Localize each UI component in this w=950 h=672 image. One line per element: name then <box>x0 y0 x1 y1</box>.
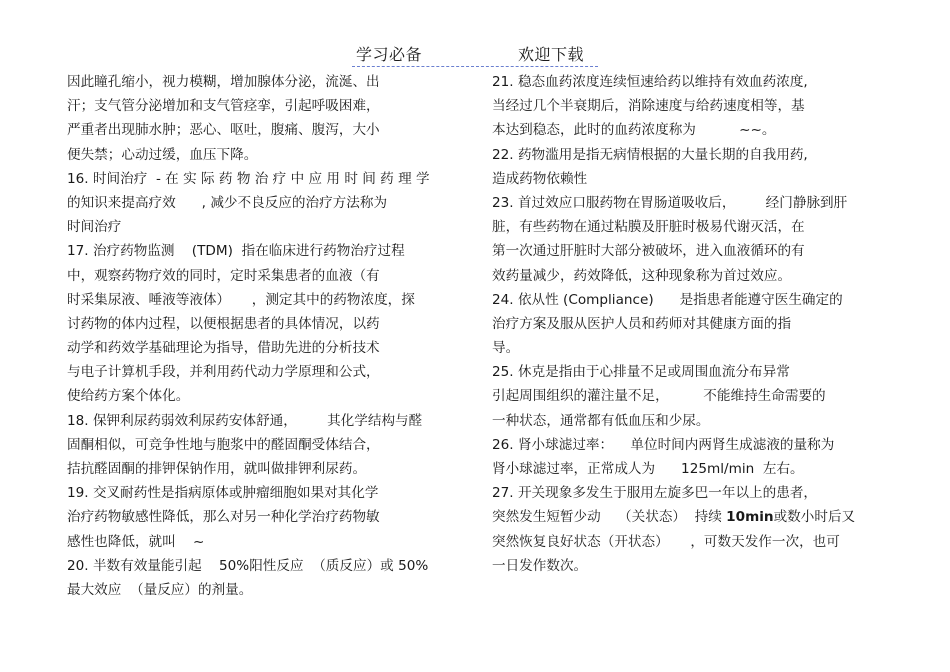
header-right-text: 欢迎下载 <box>518 45 585 64</box>
text-line: 18. 保钾利尿药弱效利尿药安体舒通， 其化学结构与醛 <box>67 412 423 429</box>
text-line: 19. 交叉耐药性是指病原体或肿瘤细胞如果对其化学 <box>67 485 379 502</box>
right-column <box>492 70 882 578</box>
text-line: 严重者出现肺水肿；恶心、呕吐，腹痛、腹泻，大小 <box>67 122 380 139</box>
text-line: 27. 开关现象多发生于服用左旋多巴一年以上的患者， <box>492 485 818 502</box>
page-header <box>352 42 598 67</box>
text-line: 21. 稳态血药浓度连续恒速给药以维持有效血药浓度, <box>492 74 808 90</box>
text-line: 16. 时间治疗 - 在 实 际 药 物 治 疗 中 应 用 时 间 药 理 学 <box>67 170 430 187</box>
text-line: 一日发作数次。 <box>492 557 588 574</box>
text-line: 突然恢复良好状态（开状态） ，可数天发作一次，也可 <box>492 533 840 550</box>
text-line: 感性也降低，就叫 ~ <box>67 533 205 550</box>
text-line: 汗；支气管分泌增加和支气管痉挛，引起呼吸困难， <box>67 98 380 115</box>
text-line: 治疗方案及服从医护人员和药师对其健康方面的指 <box>492 315 792 332</box>
text-line: 导。 <box>492 340 520 357</box>
text-line: 引起周围组织的灌注量不足， 不能维持生命需要的 <box>492 388 826 405</box>
text-line: 讨药物的体内过程，以便根据患者的具体情况，以药 <box>67 315 380 332</box>
text-line: 24. 依从性 (Compliance) 是指患者能遵守医生确定的 <box>492 291 843 308</box>
text-line: 时采集尿液、唾液等液体） ，测定其中的药物浓度，探 <box>67 291 415 308</box>
text-line: 使给药方案个体化。 <box>67 388 190 405</box>
text-line: 最大效应 （量反应）的剂量。 <box>67 581 253 598</box>
text-line: 固酮相似，可竞争性地与胞浆中的醛固酮受体结合， <box>67 436 380 453</box>
text-line: 拮抗醛固酮的排钾保钠作用，就叫做排钾利尿药。 <box>67 461 367 477</box>
text-line: 一种状态，通常都有低血压和少尿。 <box>492 412 710 429</box>
text-line: 动学和药效学基础理论为指导，借助先进的分析技术 <box>67 340 380 357</box>
text-line: 17. 治疗药物监测 (TDM) 指在临床进行药物治疗过程 <box>67 243 405 260</box>
text-line-mixed <box>492 505 882 529</box>
text-line: 因此瞳孔缩小，视力模糊，增加腺体分泌，流涎、出 <box>67 74 380 90</box>
text-line: 25. 休克是指由于心排量不足或周围血流分布异常 <box>492 364 790 381</box>
bold-duration: 10min <box>726 509 774 526</box>
text-line: 造成药物依赖性 <box>492 170 588 187</box>
text-line: 便失禁；心动过缓，血压下降。 <box>67 146 258 163</box>
text-line: 20. 半数有效量能引起 50%阳性反应 （质反应）或 50% <box>67 557 429 574</box>
text-line: 的知识来提高疗效 , 减少不良反应的治疗方法称为 <box>67 194 388 211</box>
text-line: 第一次通过肝脏时大部分被破坏，进入血液循环的有 <box>492 243 805 260</box>
text-line: 时间治疗 <box>67 219 122 236</box>
text-line: 与电子计算机手段，并利用药代动力学原理和公式， <box>67 364 380 381</box>
text-line: 中，观察药物疗效的同时，定时采集患者的血液（有 <box>67 267 380 284</box>
text-line: 23. 首过效应口服药物在胃肠道吸收后， 经门静脉到肝 <box>492 194 848 211</box>
text-segment: 或数小时后又 <box>773 509 856 526</box>
left-column <box>67 70 462 602</box>
text-segment: 突然发生短暂少动 （关状态） 持续 <box>492 509 727 526</box>
text-line: 肾小球滤过率，正常成人为 125ml/min 左右。 <box>492 461 804 477</box>
header-left-text: 学习必备 <box>356 45 423 64</box>
text-line: 治疗药物敏感性降低，那么对另一种化学治疗药物敏 <box>67 509 380 526</box>
text-line: 26. 肾小球滤过率： 单位时间内两肾生成滤液的量称为 <box>492 436 835 453</box>
text-line: 当经过几个半衰期后，消除速度与给药速度相等，基 <box>492 98 805 115</box>
text-line: 效药量减少，药效降低，这种现象称为首过效应。 <box>492 267 792 284</box>
text-line: 本达到稳态，此时的血药浓度称为 ~~。 <box>492 122 776 139</box>
text-line: 脏，有些药物在通过粘膜及肝脏时极易代谢灭活，在 <box>492 219 805 236</box>
text-line: 22. 药物滥用是指无病情根据的大量长期的自我用药, <box>492 146 808 163</box>
